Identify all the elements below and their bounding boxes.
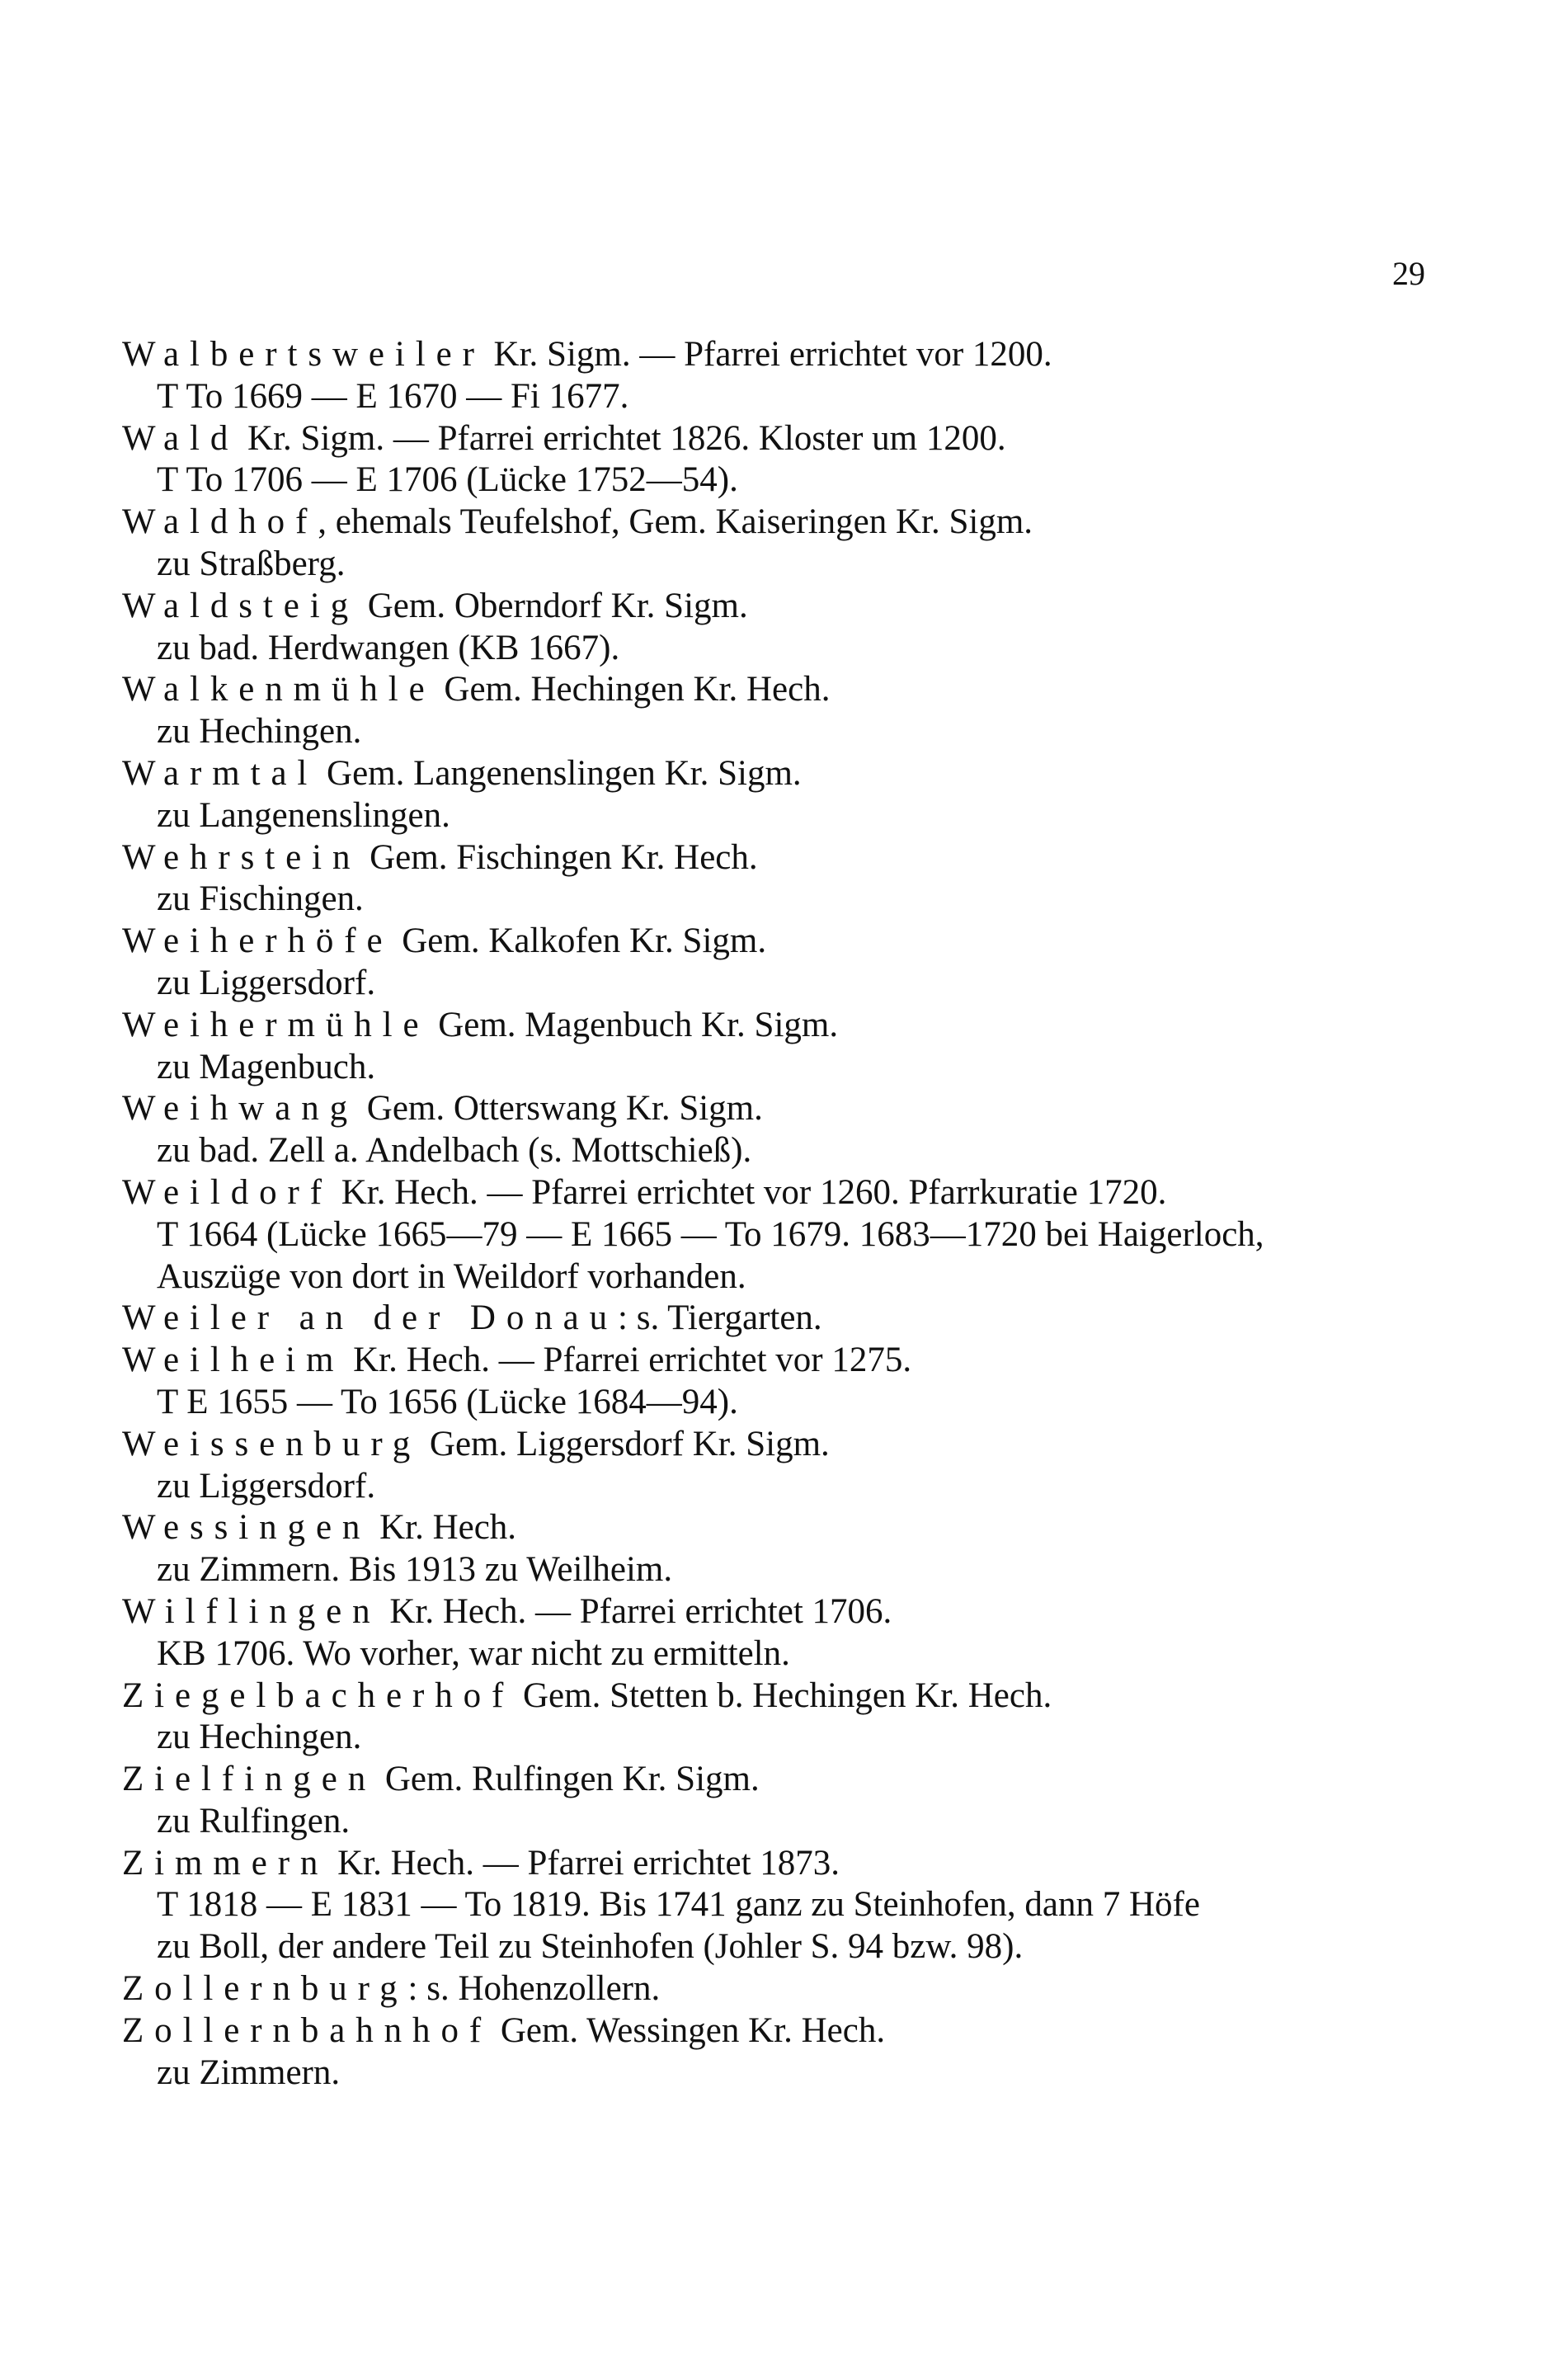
- gazetteer-entry: [122, 586, 1442, 670]
- entry-continuation-line: T 1664 (Lücke 1665—79 — E 1665 — To 1679. 1683—1720 bei Haigerloch,: [157, 1214, 1264, 1254]
- entry-first-line: [122, 1843, 1442, 1885]
- entry-first-line: [122, 921, 1442, 963]
- entry-continuation-line: zu Rulfingen.: [157, 1801, 351, 1840]
- place-name: Weilheim: [122, 1341, 345, 1380]
- entry-description: Kr. Sigm. — Pfarrei errichtet vor 1200.: [484, 335, 1052, 374]
- page-number: 29: [1392, 255, 1425, 292]
- entry-first-line: [122, 1172, 1442, 1214]
- entry-continuation-line: zu Hechingen.: [157, 712, 362, 752]
- place-name: Zielfingen: [122, 1760, 377, 1799]
- entry-first-line: [122, 753, 1442, 795]
- place-name: Ziegelbacherhof: [122, 1675, 515, 1715]
- place-name: Warmtal: [122, 753, 318, 793]
- entry-continuation-line: zu Boll, der andere Teil zu Steinhofen (Johler S. 94 bzw. 98).: [157, 1927, 1024, 1967]
- entry-description: Gem. Liggersdorf Kr. Sigm.: [421, 1424, 830, 1463]
- entry-first-line: [122, 1675, 1442, 1718]
- entry-continuation-line: zu Straßberg.: [157, 544, 346, 583]
- gazetteer-entry: [122, 1424, 1442, 1508]
- place-name: Zimmern: [122, 1843, 329, 1883]
- entry-description: Gem. Kalkofen Kr. Sigm.: [393, 921, 767, 961]
- place-name: Zollernbahnhof: [122, 2010, 492, 2050]
- gazetteer-entry: [122, 1298, 1442, 1340]
- entry-first-line: [122, 1591, 1442, 1633]
- entry-first-line: [122, 669, 1442, 711]
- gazetteer-entry-list: [122, 334, 1442, 2094]
- entry-first-line: [122, 2010, 1442, 2052]
- entry-description: Gem. Oberndorf Kr. Sigm.: [359, 586, 748, 625]
- gazetteer-entry: [122, 1843, 1442, 1968]
- entry-description: , ehemals Teufelshof, Gem. Kaiseringen Kr. Sigm.: [318, 502, 1033, 542]
- entry-description: Gem. Rulfingen Kr. Sigm.: [376, 1760, 760, 1799]
- gazetteer-entry: [122, 1759, 1442, 1843]
- gazetteer-entry: [122, 753, 1442, 837]
- place-name: Wald: [122, 418, 239, 458]
- entry-continuation-line: zu bad. Herdwangen (KB 1667).: [157, 628, 620, 667]
- entry-continuation-line: KB 1706. Wo vorher, war nicht zu ermitteln.: [157, 1633, 790, 1673]
- entry-first-line: [122, 334, 1442, 376]
- entry-description: Gem. Stetten b. Hechingen Kr. Hech.: [514, 1675, 1052, 1715]
- entry-continuation-line: T To 1669 — E 1670 — Fi 1677.: [157, 376, 629, 416]
- place-name: Weiler an der Donau: [122, 1298, 619, 1338]
- gazetteer-entry: [122, 1340, 1442, 1424]
- entry-first-line: [122, 418, 1442, 460]
- gazetteer-entry: [122, 1005, 1442, 1089]
- place-name: Weihwang: [122, 1089, 359, 1129]
- entry-continuation-line: zu Zimmern.: [157, 2052, 341, 2092]
- gazetteer-entry: [122, 1088, 1442, 1172]
- entry-continuation-line: zu Zimmern. Bis 1913 zu Weilheim.: [157, 1550, 673, 1590]
- entry-continuation-line: T To 1706 — E 1706 (Lücke 1752—54).: [157, 460, 738, 500]
- entry-description: Gem. Fischingen Kr. Hech.: [360, 837, 758, 877]
- entry-description: Gem. Wessingen Kr. Hech.: [492, 2010, 886, 2050]
- entry-first-line: [122, 1340, 1442, 1382]
- entry-first-line: [122, 502, 1442, 544]
- entry-continuation-line: Auszüge von dort in Weildorf vorhanden.: [157, 1256, 746, 1296]
- entry-first-line: [122, 1759, 1442, 1801]
- gazetteer-entry: [122, 418, 1442, 502]
- gazetteer-entry: [122, 921, 1442, 1005]
- place-name: Weihermühle: [122, 1005, 430, 1044]
- gazetteer-entry: [122, 1172, 1442, 1298]
- entry-continuation-line: T 1818 — E 1831 — To 1819. Bis 1741 ganz zu Steinhofen, dann 7 Höfe: [157, 1885, 1200, 1925]
- place-name: Weildorf: [122, 1172, 332, 1212]
- entry-description: Kr. Sigm. — Pfarrei errichtet 1826. Kloster um 1200.: [238, 418, 1006, 458]
- entry-first-line: [122, 586, 1442, 628]
- entry-first-line: [122, 1005, 1442, 1047]
- entry-continuation-line: zu Langenenslingen.: [157, 795, 450, 835]
- entry-description: Gem. Langenenslingen Kr. Sigm.: [318, 753, 802, 793]
- gazetteer-entry: [122, 334, 1442, 418]
- place-name: Waldhof: [122, 502, 318, 542]
- entry-description: Kr. Hech. — Pfarrei errichtet 1706.: [380, 1591, 892, 1631]
- place-name: Wessingen: [122, 1508, 371, 1548]
- gazetteer-entry: [122, 1968, 1442, 2010]
- entry-first-line: [122, 1298, 1442, 1340]
- entry-description: Kr. Hech. — Pfarrei errichtet vor 1260. Pfarrkuratie 1720.: [332, 1172, 1167, 1212]
- entry-continuation-line: zu bad. Zell a. Andelbach (s. Mottschieß).: [157, 1131, 752, 1171]
- entry-description: Gem. Hechingen Kr. Hech.: [435, 670, 831, 709]
- entry-description: : s. Tiergarten.: [618, 1298, 822, 1338]
- entry-first-line: [122, 1424, 1442, 1466]
- gazetteer-entry: [122, 1675, 1442, 1760]
- entry-first-line: [122, 837, 1442, 879]
- entry-continuation-line: zu Magenbuch.: [157, 1047, 376, 1086]
- entry-description: Kr. Hech. — Pfarrei errichtet 1873.: [328, 1843, 840, 1883]
- gazetteer-entry: [122, 1507, 1442, 1591]
- place-name: Wehrstein: [122, 837, 361, 877]
- place-name: Weiherhöfe: [122, 921, 393, 961]
- entry-first-line: [122, 1088, 1442, 1130]
- entry-continuation-line: T E 1655 — To 1656 (Lücke 1684—94).: [157, 1382, 738, 1421]
- entry-description: Gem. Magenbuch Kr. Sigm.: [429, 1005, 839, 1044]
- gazetteer-entry: [122, 837, 1442, 921]
- place-name: Waldsteig: [122, 586, 359, 625]
- entry-continuation-line: zu Liggersdorf.: [157, 963, 376, 1002]
- entry-first-line: [122, 1507, 1442, 1549]
- entry-description: Gem. Otterswang Kr. Sigm.: [358, 1089, 763, 1129]
- entry-description: Kr. Hech. — Pfarrei errichtet vor 1275.: [344, 1341, 912, 1380]
- place-name: Weissenburg: [122, 1424, 421, 1463]
- entry-continuation-line: zu Fischingen.: [157, 879, 364, 919]
- gazetteer-entry: [122, 1591, 1442, 1675]
- gazetteer-entry: [122, 669, 1442, 753]
- entry-first-line: [122, 1968, 1442, 2010]
- entry-description: : s. Hohenzollern.: [407, 1969, 661, 2009]
- place-name: Walbertsweiler: [122, 335, 485, 374]
- entry-continuation-line: zu Liggersdorf.: [157, 1466, 376, 1506]
- place-name: Walkenmühle: [122, 670, 435, 709]
- place-name: Zollernburg: [122, 1969, 408, 2009]
- place-name: Wilflingen: [122, 1591, 381, 1631]
- gazetteer-entry: [122, 2010, 1442, 2095]
- entry-continuation-line: zu Hechingen.: [157, 1718, 362, 1757]
- gazetteer-entry: [122, 502, 1442, 586]
- entry-description: Kr. Hech.: [370, 1508, 517, 1548]
